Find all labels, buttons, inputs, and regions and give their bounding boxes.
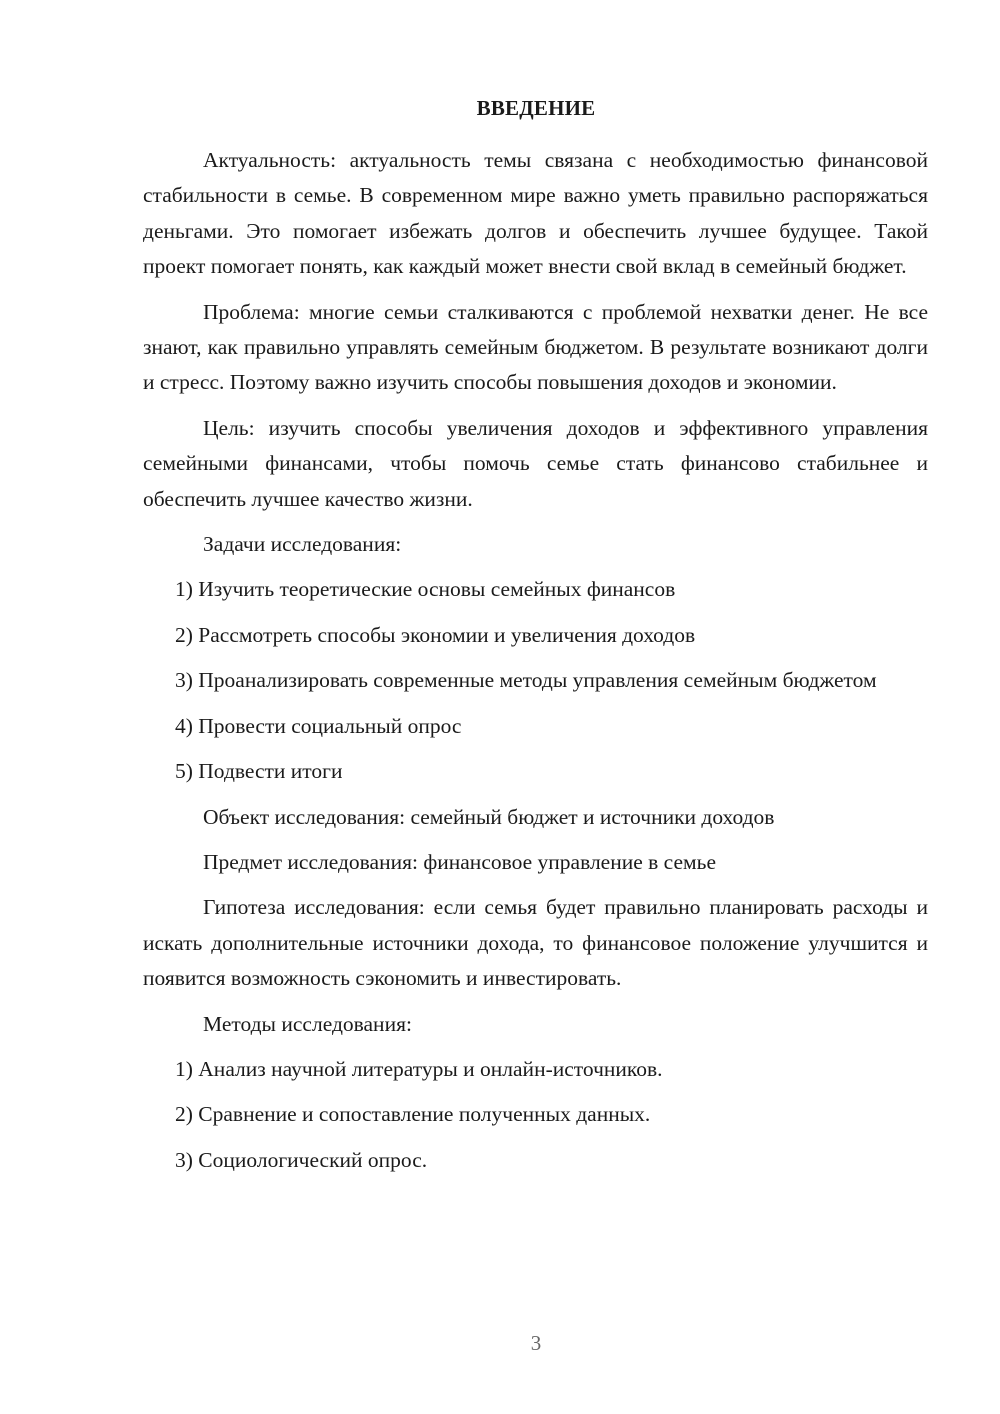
goal-paragraph: Цель: изучить способы увеличения доходов и эффективного управления семейными финансами, чтобы помочь семье стать финансово стабильнее и обеспечить лучшее качество жизни. xyxy=(143,415,928,511)
task-item: 4) Провести социальный опрос xyxy=(175,713,462,738)
tasks-heading: Задачи исследования: xyxy=(203,532,402,557)
research-subject: Предмет исследования: финансовое управление в семье xyxy=(203,849,716,874)
problem-paragraph: Проблема: многие семьи сталкиваются с проблемой нехватки денег. Не все знают, как правильно управлять семейным бюджетом. В результате возникают долги и стресс. Поэтому важно изучить способы повышения доходов и экономии. xyxy=(143,299,928,395)
methods-heading: Методы исследования: xyxy=(203,1011,412,1036)
hypothesis-paragraph: Гипотеза исследования: если семья будет правильно планировать расходы и искать дополнительные источники дохода, то финансовое положение улучшится и появится возможность сэкономить и инвестировать. xyxy=(143,895,928,991)
document-body xyxy=(143,143,928,1188)
method-item: 2) Сравнение и сопоставление полученных данных. xyxy=(175,1102,651,1127)
task-item: 2) Рассмотреть способы экономии и увеличения доходов xyxy=(175,622,696,647)
page-title: ВВЕДЕНИЕ xyxy=(476,96,596,120)
task-item: 3) Проанализировать современные методы управления семейным бюджетом xyxy=(175,668,877,693)
task-item: 5) Подвести итоги xyxy=(175,759,343,784)
page-number: 3 xyxy=(530,1331,542,1355)
research-object: Объект исследования: семейный бюджет и источники доходов xyxy=(203,804,775,829)
task-item: 1) Изучить теоретические основы семейных финансов xyxy=(175,577,676,602)
relevance-paragraph: Актуальность: актуальность темы связана с необходимостью финансовой стабильности в семье. В современном мире важно уметь правильно распоряжаться деньгами. Это помогает избежать долгов и обеспечить лучшее будущее. Такой проект помогает понять, как каждый может внести свой вклад в семейный бюджет. xyxy=(143,148,928,279)
method-item: 3) Социологический опрос. xyxy=(175,1147,428,1172)
method-item: 1) Анализ научной литературы и онлайн-источников. xyxy=(175,1056,663,1081)
